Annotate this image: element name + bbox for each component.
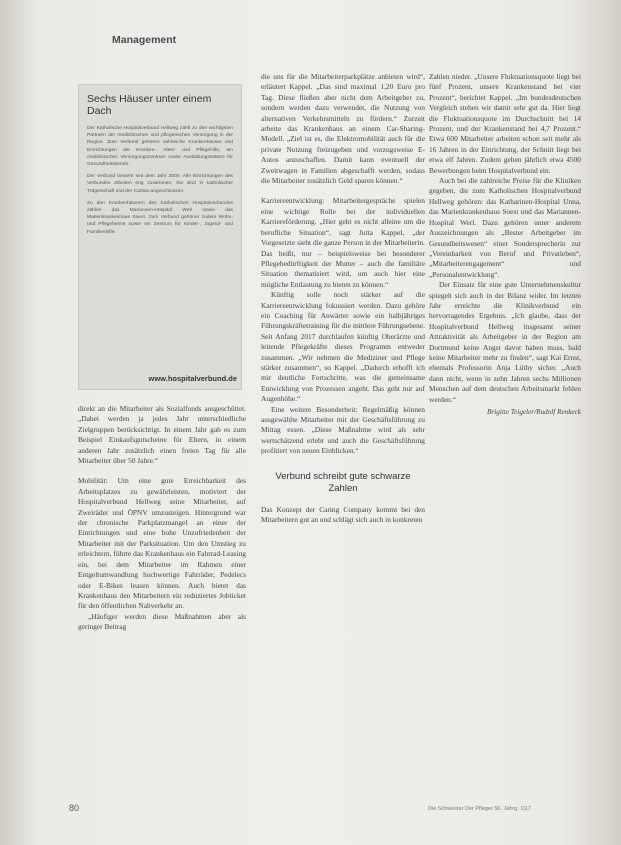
magazine-footer: Die Schwester Der Pfleger 56. Jahrg. 1|17 — [428, 806, 531, 812]
info-box-paragraph: Zu den Krankenhäusern des Katholischen Hospitalverbundes zählen das Mariannen-Hospital Werl sowie das Marienkrankenhaus Soest. Zum Verbund gehören zudem Wohn- und Pflegeheime sowie ein Zentrum für Kinder-, Jugend- und Familienhilfe. — [87, 200, 233, 235]
paragraph: „Häufiger werden diese Maßnahmen aber als geringer Beitrag — [78, 611, 246, 632]
paragraph: Mobilität: Um eine gute Erreichbarkeit des Arbeitsplatzes zu gewährleisten, motiviert der Hospitalverbund Hellweg seine Mitarbeiter, auf Zweiräder und ÖPNV umzusteigen. Hintergrund war der chronische Parkplatzmangel an einer der Einrichtungen und eine hohe Unzufriedenheit der Mitarbeiter mit der Parksituation. Um den Umstieg zu erleichtern, führte das Krankenhaus ein Fahrrad-Leasing ein, bei dem Mitarbeiter im Rahmen einer Entgeltumwandlung hochwertige Fahrräder, Pedelecs oder E-Bikes leasen können. Auch bietet das Krankenhaus den Mitarbeitern ein reduziertes Jobticket für den öffentlichen Nahverkehr an. — [78, 476, 246, 611]
info-box-paragraph: Der Verbund besteht seit dem Jahr 2000. Alle Einrichtungen des Verbundes arbeiten eng zusammen. Sie sind in katholischer Trägerschaft und der Caritas angeschlossen. — [87, 174, 233, 194]
subheading: Verbund schreibt gute schwarze Zahlen — [275, 470, 411, 494]
section-label: Management — [112, 34, 177, 46]
paragraph: Das Konzept der Caring Company kommt bei den Mitarbeitern gut an und schlägt sich auch in konkreten — [261, 504, 425, 525]
paragraph: Auch bei die zahlreiche Preise für die Kliniken gegeben, die zum Katholischen Hospitalverbund Hellweg gehören: das Katharinen-Hospital Unna, das Marienkrankenhaus Soest und das Mariannen-Hospital Werl. Dazu gehören unter anderem Auszeichnungen als „Bester Arbeitgeber im Gesundheitswesen“ einer Sondersprecherin zur „Vereinbarkeit von Beruf und Privatleben“, „Mitarbeiterengagement“ und „Personalentwicklung“. — [429, 176, 581, 279]
column-2 — [261, 72, 425, 525]
paragraph: Zahlen nieder. „Unsere Fluktuationsquote liegt bei fünf Prozent, unsere Krankenstand bei vier Prozent“, berichtet Kappel. „Im bundesdeutschen Vergleich stehen wir damit sehr gut da. Hier liegt die Fluktuationsquote im Durchschnitt bei 14 Prozent, und der Krankenstand bei 4,7 Prozent.“ Etwa 600 Mitarbeiter arbeiten schon seit mehr als 16 Jahren in der Einrichtung, der Schnitt liegt bei etwa elf Jahren. Zudem gehen jährlich etwa 4500 Bewerbungen beim Hospitalverbund ein. — [429, 72, 581, 175]
info-box-paragraph: Der Katholische Hospitalverbund Hellweg zählt zu den wichtigsten Partnern der medizinischen und pflegerischen Versorgung in der Region. Zum Verbund gehören zahlreiche Krankenhäuser und Einrichtungen der Kranken-, Alten- und Pflegehilfe, ein medizinisches Versorgungszentrum sowie Ausbildungsstätten für Gesundheitsberufe. — [87, 126, 233, 168]
author-credit: Brigitte Teigeler/Rudolf Renkeck — [487, 408, 581, 416]
paragraph: direkt an die Mitarbeiter als Sozialfonds ausgeschüttet. „Dabei werden ja jedes Jahr unterschiedliche Zielgruppen berücksichtigt. In einem Jahr gab es zum Beispiel Einkaufsgutscheine für Eltern, in einem anderen Jahr zusätzlich einen freien Tag für alle Mitarbeiter über 50 Jahre.“ — [78, 404, 246, 466]
paragraph: Karriereentwicklung: Mitarbeitergespräche spielen eine wichtige Rolle bei der individuellen Karriereförderung. „Hier geht es nicht alleine um die berufliche Situation“, sagt Jutta Kappel, „der Vorgesetzte sieht die ganze Person in der Mitarbeiterin. Das heißt, nur – beispielsweise bei besonderer Pflegebedürftigkeit der Mutter – auch die familiäre Situation thematisiert wird, um auch hier eine mögliche Entlastung zu bieten zu können.“ — [261, 196, 425, 289]
website-link[interactable]: www.hospitalverbund.de — [148, 374, 237, 383]
paragraph: Künftig solle noch stärker auf die Karriereentwicklung fokussiert werden. Dazu gehöre ein Coaching für Anwärter sowie ein halbjähriges Führungskräftetraining für die mittlere Führungsebene. Seit Anfang 2017 durchlaufen künftig Oberärzte und leitende Pflegekräfte dieses Programm entweder zusammen. „Wir nehmen die Mediziner und Pflege stärker zusammen“, so Kappel. „Dadurch erhofft ich mir deutliche Fortschritte, was die gemeinsame Entwicklung von Prozessen angeht. Das geht nur auf Augenhöhe.“ — [261, 290, 425, 404]
info-box — [78, 84, 242, 390]
column-1 — [78, 404, 246, 633]
column-3 — [429, 72, 581, 417]
paragraph: die uns für die Mitarbeiterparkplätze anbieten wird“, erläutert Kappel. „Das sind maximal 1,20 Euro pro Tag. Diese fließen aber nicht dem Arbeitgeber zu, sondern werden dazu verwendet, die Nutzung von alternativen Verkehrsmitteln zu fördern.“ Zurzeit arbeite das Krankenhaus an einem Car-Sharing-Modell. „Ziel ist es, die Elektromobilität auch für die private Nutzung freizugeben und vorzugsweise E-Autos anzuschaffen. Damit kann eventuell der Zweitwagen in Familien abgeschafft werden, sodass die Mitarbeiter zusätzlich Geld sparen können.“ — [261, 72, 425, 186]
paragraph: Der Einsatz für eine gute Unternehmenskultur spiegelt sich auch in der Bilanz wider. Im letzten Jahr erreichte die Klinikverbund ein hervorragendes Ergebnis. „Ich glaube, dass der Hospitalverbund Hellweg insgesamt seiner Attraktivität als Arbeitgeber in der Region am Dortmund keine Angst davor haben muss, bald keine Mitarbeiter mehr zu finden“, sagt Kai Ernst, ehemals Professorin Anja Lüthy sicher. „Auch dann nicht, wenn in zehn Jahren sechs Millionen Menschen auf dem deutschen Arbeitsmarkt fehlen werden.“ — [429, 280, 581, 404]
info-box-title: Sechs Häuser unter einem Dach — [87, 93, 212, 117]
page-number: 80 — [69, 803, 80, 813]
paragraph: Eine weitere Besonderheit: Regelmäßig können ausgewählte Mitarbeiter mit der Geschäftsführung zu Mittag essen. „Diese Maßnahme wird als sehr wertschätzend erlebt und auch die Geschäftsführung profitiert von neuen Einblicken.“ — [261, 404, 425, 456]
